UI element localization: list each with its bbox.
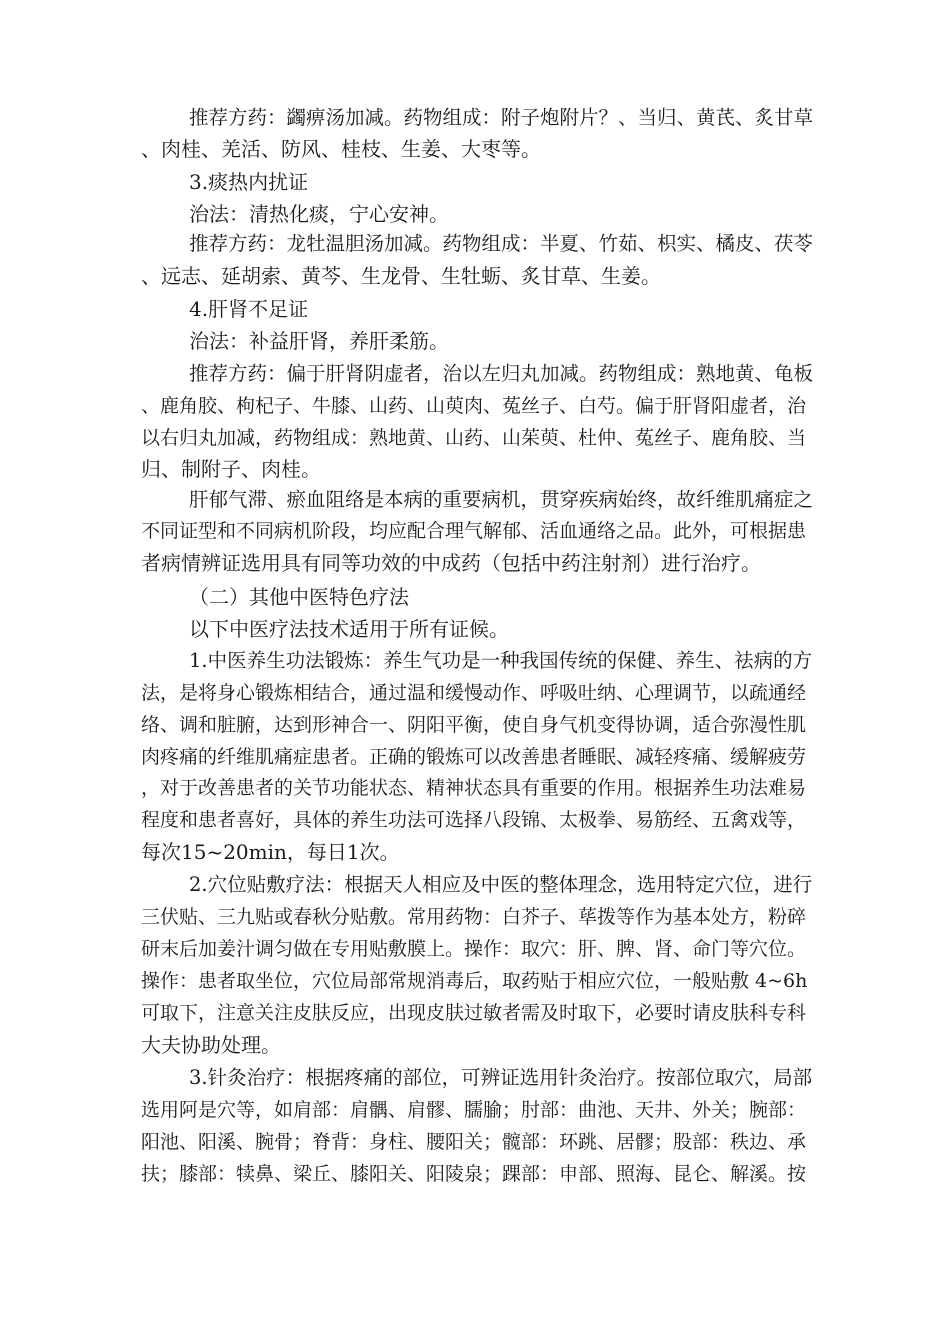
text-line: 不同证型和不同病机阶段，均应配合理气解郁、活血通络之品。此外，可根据患	[141, 520, 807, 542]
text-line: 2.穴位贴敷疗法：根据天人相应及中医的整体理念，选用特定穴位，进行	[189, 873, 813, 896]
text-line: 选用阿是穴等，如肩部：肩髃、肩髎、臑腧；肘部：曲池、天井、外关；腕部：	[141, 1099, 807, 1121]
text-line: 治法：清热化痰，宁心安神。	[189, 202, 449, 226]
text-line: 三伏贴、三九贴或春秋分贴敷。常用药物：白芥子、荜拨等作为基本处方，粉碎	[141, 906, 807, 928]
text-line: 者病情辨证选用具有同等功效的中成药（包括中药注射剂）进行治疗。	[141, 551, 761, 575]
text-line: 治法：补益肝肾，养肝柔筋。	[189, 329, 449, 353]
text-line: 操作：患者取坐位，穴位局部常规消毒后，取药贴于相应穴位，一般贴敷 4~6h	[141, 970, 808, 992]
section-heading: （二）其他中医特色疗法	[189, 585, 409, 609]
text-line: ，对于改善患者的关节功能状态、精神状态具有重要的作用。根据养生功法难易	[141, 777, 807, 799]
text-line: 1.中医养生功法锻炼：养生气功是一种我国传统的保健、养生、祛病的方	[189, 649, 813, 672]
text-line: 归、制附子、肉桂。	[141, 457, 321, 481]
text-line: 3.针灸治疗：根据疼痛的部位，可辨证选用针灸治疗。按部位取穴，局部	[189, 1066, 813, 1089]
text-line: 扶；膝部：犊鼻、梁丘、膝阳关、阳陵泉；踝部：申部、照海、昆仑、解溪。按	[141, 1163, 807, 1185]
text-line: 阳池、阳溪、腕骨；脊背：身柱、腰阳关；髋部：环跳、居髎；股部：秩边、承	[141, 1131, 807, 1153]
text-line: 络、调和脏腑，达到形神合一、阴阳平衡，使自身气机变得协调，适合弥漫性肌	[141, 714, 807, 736]
text-line: 肉疼痛的纤维肌痛症患者。正确的锻炼可以改善患者睡眠、减轻疼痛、缓解疲劳	[141, 746, 807, 768]
section-heading: 4.肝肾不足证	[189, 297, 309, 321]
text-line: 推荐方药：偏于肝肾阴虚者，治以左归丸加减。药物组成：熟地黄、龟板	[189, 362, 814, 385]
text-line: 、肉桂、羌活、防风、桂枝、生姜、大枣等。	[141, 137, 541, 161]
text-line: 以下中医疗法技术适用于所有证候。	[189, 617, 509, 641]
text-line: 、鹿角胶、枸杞子、牛膝、山药、山萸肉、菟丝子、白芍。偏于肝肾阳虚者，治	[141, 395, 807, 417]
text-line: 推荐方药：蠲痹汤加减。药物组成：附子炮附片？、当归、黄芪、炙甘草	[189, 106, 814, 129]
text-line: 每次15~20min，每日1次。	[141, 840, 400, 864]
text-line: 以右归丸加减，药物组成：熟地黄、山药、山茱萸、杜仲、菟丝子、鹿角胶、当	[141, 427, 807, 449]
text-line: 可取下，注意关注皮肤反应，出现皮肤过敏者需及时取下，必要时请皮肤科专科	[141, 1002, 807, 1024]
text-line: 研末后加姜汁调匀做在专用贴敷膜上。操作：取穴：肝、脾、肾、命门等穴位。	[141, 938, 807, 960]
section-heading: 3.痰热内扰证	[189, 170, 309, 194]
text-line: 、远志、延胡索、黄芩、生龙骨、生牡蛎、炙甘草、生姜。	[141, 264, 661, 288]
text-line: 肝郁气滞、瘀血阻络是本病的重要病机，贯穿疾病始终，故纤维肌痛症之	[189, 488, 814, 511]
text-line: 法，是将身心锻炼相结合，通过温和缓慢动作、呼吸吐纳、心理调节，以疏通经	[141, 682, 807, 704]
text-line: 推荐方药：龙牡温胆汤加减。药物组成：半夏、竹茹、枳实、橘皮、茯苓	[189, 232, 814, 255]
text-line: 大夫协助处理。	[141, 1033, 281, 1057]
text-line: 程度和患者喜好，具体的养生功法可选择八段锦、太极拳、易筋经、五禽戏等，	[141, 809, 807, 831]
